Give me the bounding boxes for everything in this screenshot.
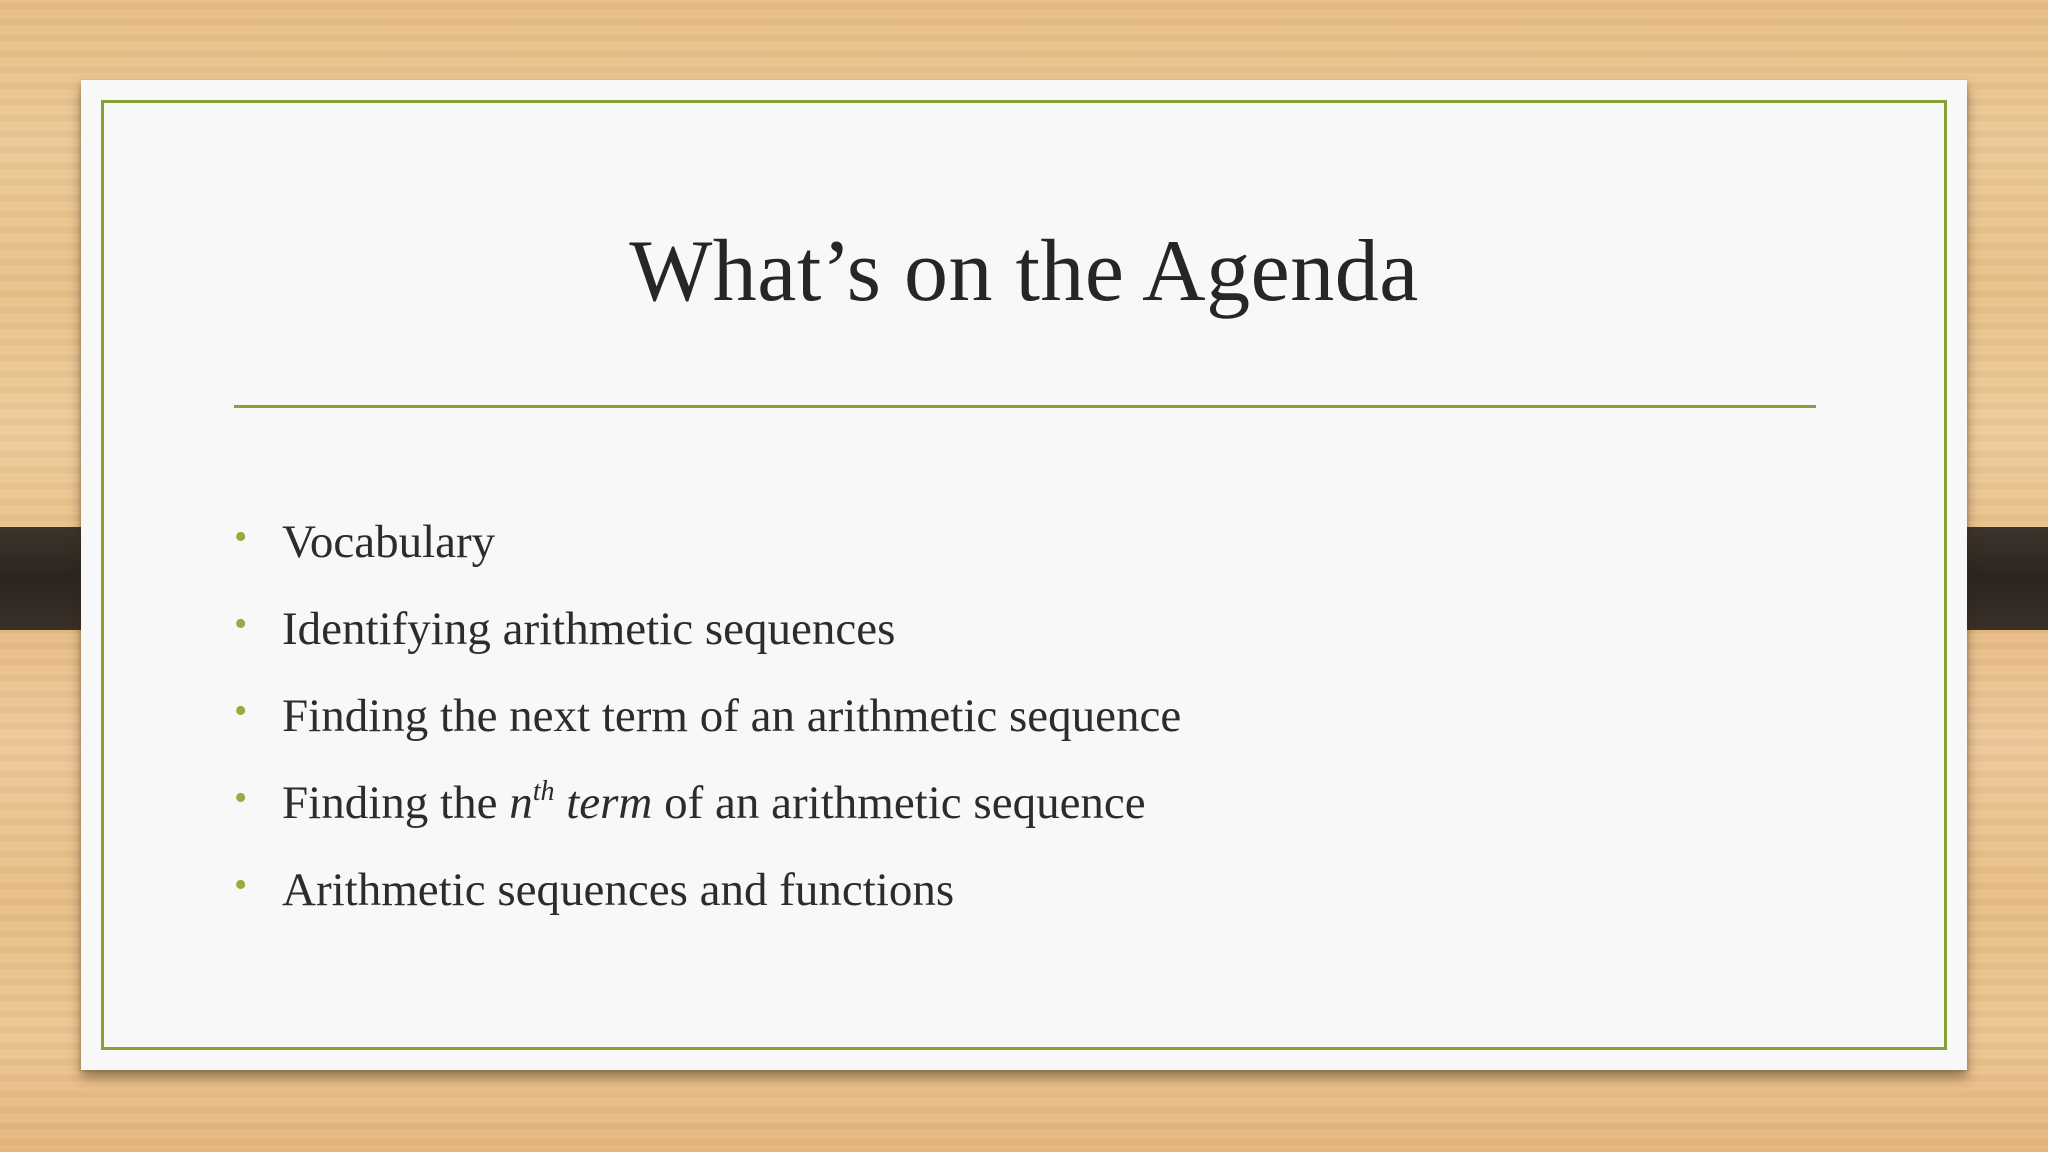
agenda-item-label: Arithmetic sequences and functions [282, 864, 955, 916]
bullet-icon: • [234, 690, 248, 732]
label-prefix: Finding the [282, 777, 510, 829]
bullet-icon: • [234, 864, 248, 906]
label-suffix: of an arithmetic sequence [652, 777, 1146, 829]
agenda-item-label: Finding the next term of an arithmetic sequence [282, 690, 1182, 742]
bullet-icon: • [234, 516, 248, 558]
label-term-italic: term [554, 777, 653, 829]
title-divider [234, 405, 1816, 408]
agenda-item-label: Identifying arithmetic sequences [282, 603, 896, 655]
bullet-icon: • [234, 603, 248, 645]
label-n-variable: n [509, 777, 533, 829]
label-superscript: th [532, 776, 555, 807]
slide-title: What’s on the Agenda [629, 223, 1419, 320]
agenda-item-label: Vocabulary [282, 516, 496, 568]
bullet-icon: • [234, 777, 248, 819]
agenda-item-label [282, 776, 1146, 830]
slide-paper [81, 80, 1967, 1070]
